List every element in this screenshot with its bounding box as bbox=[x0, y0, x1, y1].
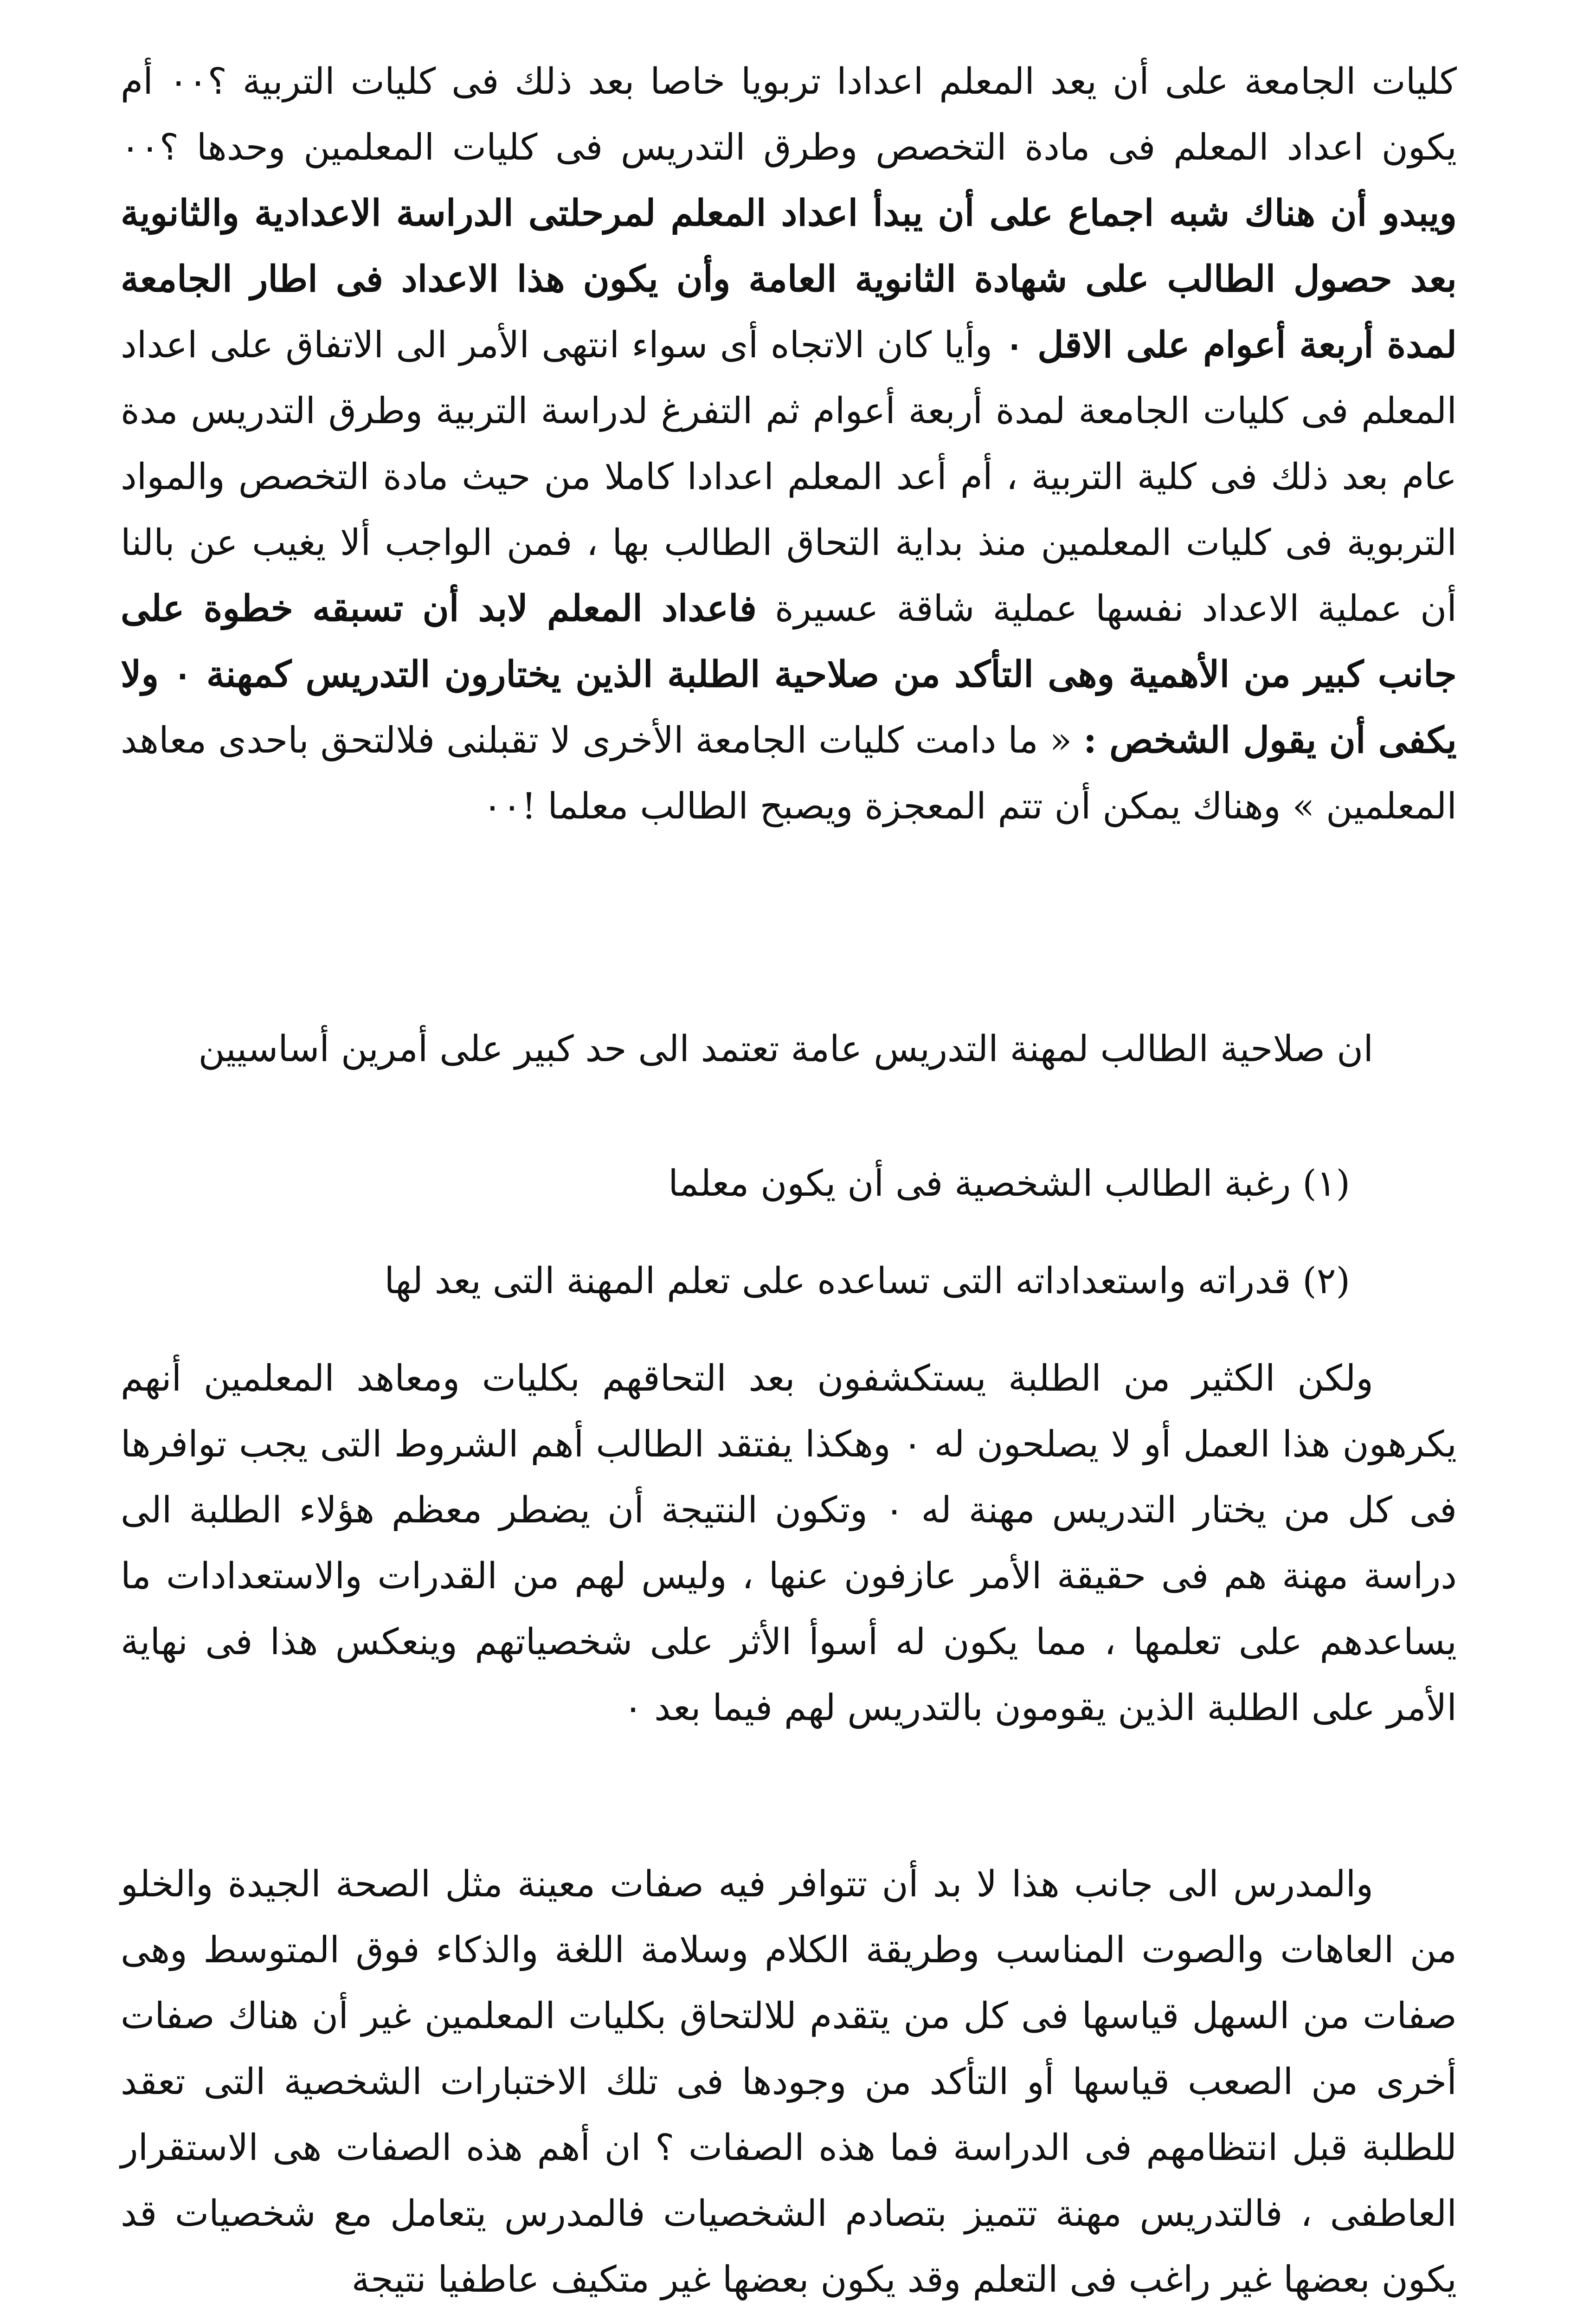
paragraph-1-bold-requirement: فاعداد المعلم لابد أن تسبقه خطوة على جانب كبير من الأهمية وهى التأكد من صلاحية الطلبة الذين يختارون التدريس كمهنة ٠ ولا يكفى أن يقول الشخص : bbox=[121, 587, 1457, 761]
paragraph-1-intro: كليات الجامعة على أن يعد المعلم اعدادا تربويا خاصا بعد ذلك فى كليات التربية ؟٠٠ أم يكون اعداد المعلم فى مادة التخصص وطرق التدريس فى كليات المعلمين وحدها ؟٠٠ bbox=[121, 61, 1457, 168]
paragraph-3 bbox=[121, 1346, 1457, 1741]
paragraph-1-middle: وأيا كان الاتجاه أى سواء انتهى الأمر الى الاتفاق على اعداد المعلم فى كليات الجامعة لمدة أربعة أعوام ثم التفرغ لدراسة التربية وطرق التدريس مدة عام بعد ذلك فى كلية التربية ، أم أعد المعلم اعدادا كاملا من حيث مادة التخصص والمواد التربوية فى كليات المعلمين منذ بداية التحاق الطالب بها ، فمن الواجب ألا يغيب عن بالنا أن عملية الاعداد نفسها عملية شاقة عسيرة bbox=[121, 324, 1457, 630]
list-item: (٢) قدراته واستعداداته التى تساعده على تعلم المهنة التى يعد لها bbox=[384, 1260, 1350, 1302]
paragraph-3-text: ولكن الكثير من الطلبة يستكشفون بعد التحاقهم بكليات ومعاهد المعلمين أنهم يكرهون هذا العمل أو لا يصلحون له ٠ وهكذا يفتقد الطالب أهم الشروط التى يجب توافرها فى كل من يختار التدريس مهنة له ٠ وتكون النتيجة أن يضطر معظم هؤلاء الطلبة الى دراسة مهنة هم فى حقيقة الأمر عازفون عنها ، وليس لهم من القدرات والاستعدادات ما يساعدهم على تعلمها ، مما يكون له أسوأ الأثر على شخصياتهم وينعكس هذا فى نهاية الأمر على الطلبة الذين يقومون بالتدريس لهم فيما بعد ٠ bbox=[121, 1358, 1457, 1729]
paragraph-1 bbox=[121, 49, 1457, 839]
paragraph-2 bbox=[121, 1016, 1457, 1082]
paragraph-4 bbox=[121, 1851, 1457, 2313]
paragraph-1-quote: « ما دامت كليات الجامعة الأخرى لا تقبلنى فلالتحق باحدى معاهد المعلمين » وهناك يمكن أن تتم المعجزة ويصبح الطالب معلما !٠٠ bbox=[121, 720, 1457, 827]
paragraph-2-text: ان صلاحية الطالب لمهنة التدريس عامة تعتمد الى حد كبير على أمرين أساسيين bbox=[198, 1028, 1373, 1070]
paragraph-1-bold-statement: ويبدو أن هناك شبه اجماع على أن يبدأ اعداد المعلم لمرحلتى الدراسة الاعدادية والثانوية بعد حصول الطالب على شهادة الثانوية العامة وأن يكون هذا الاعداد فى اطار الجامعة لمدة أربعة أعوام على الاقل ٠ bbox=[121, 192, 1457, 366]
requirements-list bbox=[121, 1151, 1457, 1346]
paragraph-4-text: والمدرس الى جانب هذا لا بد أن تتوافر فيه صفات معينة مثل الصحة الجيدة والخلو من العاهات والصوت المناسب وطريقة الكلام وسلامة اللغة والذكاء فوق المتوسط وهى صفات من السهل قياسها فى كل من يتقدم للالتحاق بكليات المعلمين غير أن هناك صفات أخرى من الصعب قياسها أو التأكد من وجودها فى تلك الاختبارات الشخصية التى تعقد للطلبة قبل انتظامهم فى الدراسة فما هذه الصفات ؟ ان أهم هذه الصفات هى الاستقرار العاطفى ، فالتدريس مهنة تتميز بتصادم الشخصيات فالمدرس يتعامل مع شخصيات قد يكون بعضها غير راغب فى التعلم وقد يكون بعضها غير متكيف عاطفيا نتيجة bbox=[121, 1863, 1457, 2301]
list-item: (١) رغبة الطالب الشخصية فى أن يكون معلما bbox=[668, 1163, 1350, 1205]
